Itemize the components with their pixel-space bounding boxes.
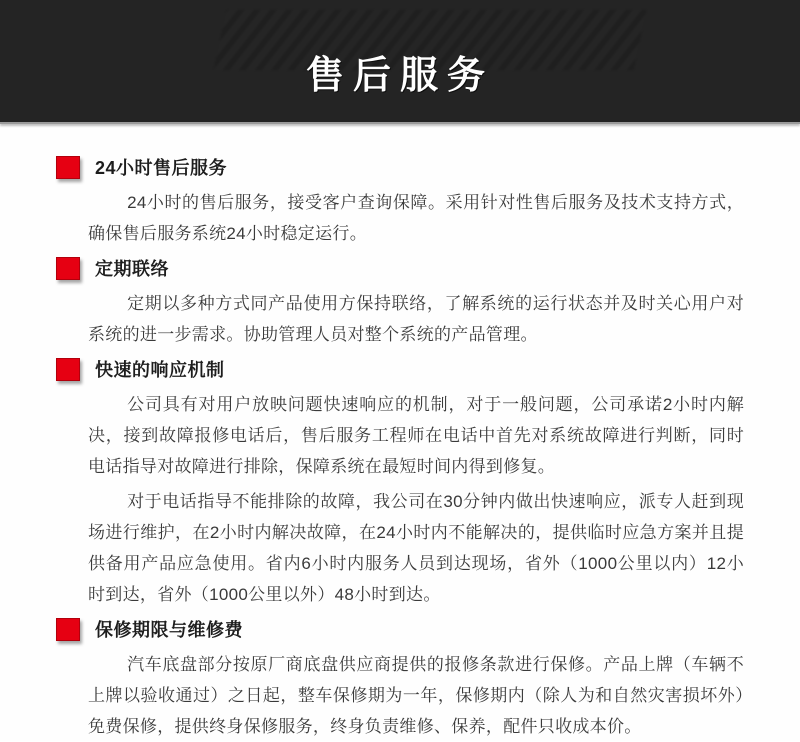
section-regular-contact [56,257,744,350]
section-paragraph: 汽车底盘部分按原厂商底盘供应商提供的报修条款进行保修。产品上牌（车辆不上牌以验收通过）之日起，整车保修期为一年，保修期内（除人为和自然灾害损坏外）免费保修，提供终身保修服务，终身负责维修、保养，配件只收成本价。 [88,655,744,736]
section-24h-service [56,156,744,249]
section-heading-row [56,156,744,179]
red-square-bullet [56,257,80,280]
section-paragraph: 定期以多种方式同产品使用方保持联络，了解系统的运行状态并及时关心用户对系统的进一步需求。协助管理人员对整个系统的产品管理。 [88,294,744,344]
section-heading: 24小时售后服务 [95,157,228,178]
content-area [0,124,800,742]
red-square-bullet [56,156,80,179]
section-heading: 保修期限与维修费 [95,619,243,640]
section-fast-response [56,358,744,610]
section-paragraph: 公司具有对用户放映问题快速响应的机制，对于一般问题，公司承诺2小时内解决，接到故障报修电话后，售后服务工程师在电话中首先对系统故障进行判断，同时电话指导对故障进行排除，保障系统在最短时间内得到修复。 [88,395,744,476]
section-paragraph: 24小时的售后服务，接受客户查询保障。采用针对性售后服务及技术支持方式，确保售后服务系统24小时稳定运行。 [88,193,744,243]
section-warranty [56,618,744,742]
section-heading-row [56,618,744,641]
red-square-bullet [56,618,80,641]
section-heading-row [56,358,744,381]
red-square-bullet [56,358,80,381]
section-heading-row [56,257,744,280]
section-paragraph: 对于电话指导不能排除的故障，我公司在30分钟内做出快速响应，派专人赶到现场进行维护，在2小时内解决故障，在24小时内不能解决的，提供临时应急方案并且提供备用产品应急使用。省内6小时内服务人员到达现场，省外（1000公里以内）12小时到达，省外（1000公里以外）48小时到达。 [88,492,744,604]
page-title: 售后服务 [305,55,494,97]
section-heading: 定期联络 [95,258,169,279]
section-heading: 快速的响应机制 [95,359,225,380]
page-header [0,0,800,124]
